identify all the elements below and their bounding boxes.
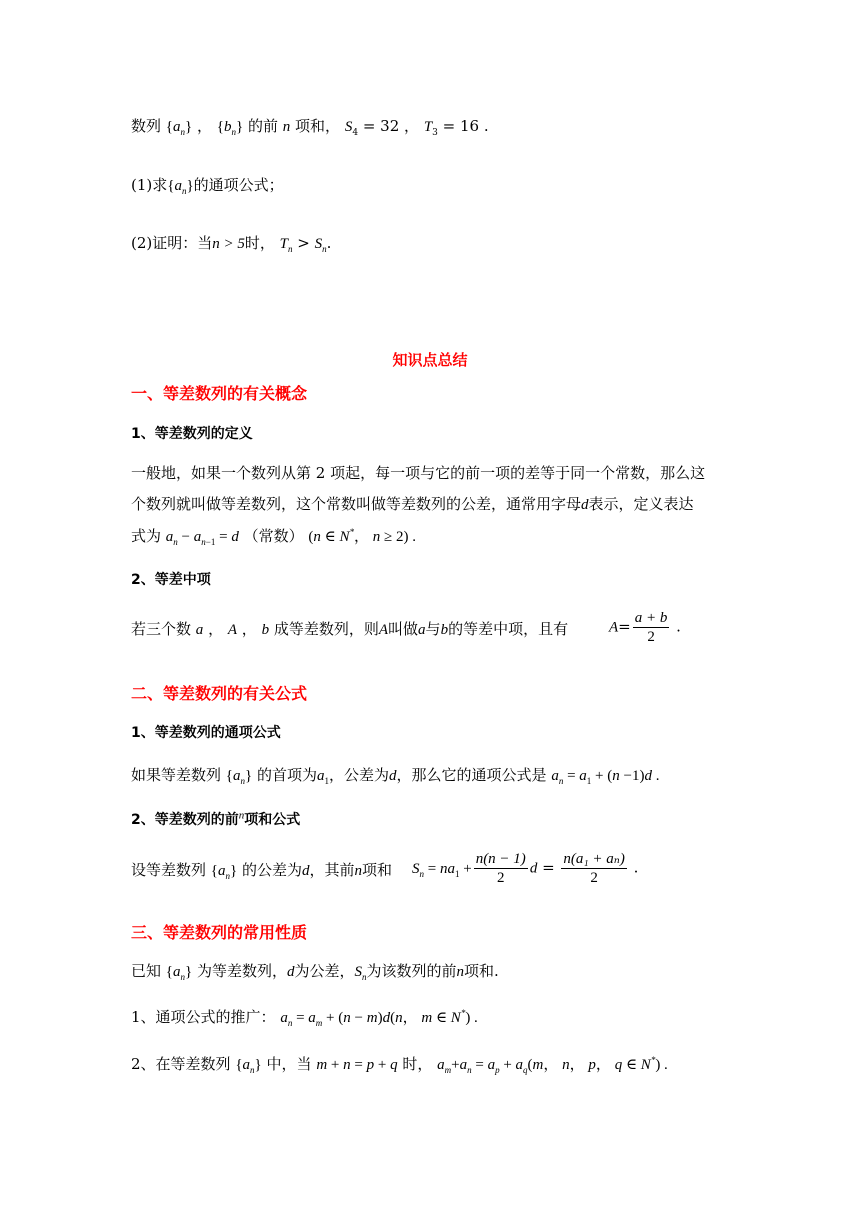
text-span: 的公差为 — [241, 861, 302, 879]
math-operator: > — [292, 234, 315, 252]
math-sequence-bn: $\{b_n\}$ — [216, 119, 244, 137]
math-d: d — [287, 964, 295, 980]
text-span: 已知 — [131, 962, 162, 980]
text-span: 为等差数列， — [196, 962, 287, 980]
math-a: a — [195, 622, 204, 638]
section-title-3: 三、等差数列的常用性质 — [131, 923, 308, 942]
math-S: S — [344, 119, 353, 135]
math-A: A — [609, 619, 619, 636]
math-T: T — [279, 236, 289, 252]
text-span: 的等差中项，且有 — [448, 620, 569, 638]
math-Sn: $S_n$ — [354, 964, 367, 982]
math-T: T — [423, 119, 433, 135]
math-n: n — [354, 863, 363, 879]
math-d: d — [529, 860, 538, 877]
fraction-numerator: n(a₁ + aₙ) — [563, 851, 625, 867]
text-span: ， — [196, 117, 212, 135]
summary-title: 知识点总结 — [392, 351, 468, 369]
text-span: . — [326, 234, 332, 252]
partial-sum-line — [131, 860, 392, 881]
text-span: 为该数列的前 — [366, 962, 457, 980]
arithmetic-mean-formula: A= $\frac{a + b}{2}$ . — [609, 610, 681, 645]
math-d: d — [302, 863, 310, 879]
subheading-partial-sum — [131, 810, 300, 830]
math-general-term-formula: $a_n = a_1 + (n -1)d$ . — [551, 768, 660, 786]
math-value: = 16 . — [437, 117, 489, 135]
text-span: 设等差数列 — [131, 861, 207, 879]
math-sequence-an: $\{a_n\}$ — [165, 964, 193, 982]
math-property-1: $a_n = a_m + (n - m)d(n$， m ∈ N*) . — [280, 1008, 478, 1028]
property-2-line — [131, 1054, 668, 1075]
text-span: 2、在等差数列 — [131, 1055, 231, 1073]
math-sequence-an: $\{a_n\}$ — [225, 768, 253, 786]
math-S: S — [314, 236, 323, 252]
text-span: 的前 — [247, 117, 278, 135]
text-span: 1、通项公式的推广： — [131, 1008, 276, 1026]
math-sequence-an: $\{a_n\}$ — [235, 1057, 262, 1075]
math-A: A — [378, 622, 389, 638]
math-sequence-an: $\{a_n\}$ — [210, 863, 238, 881]
text-span: 项和公式 — [244, 812, 301, 828]
math-subscript: n — [288, 244, 293, 254]
fraction — [633, 609, 670, 646]
math-d: d — [581, 497, 589, 513]
math-Sn: $S_n = na_1$ + — [412, 860, 472, 879]
math-property-2: $a_m+a_n = a_p + a_q(m$， n， p， q ∈ N*) . — [437, 1055, 668, 1075]
section-title-1: 一、等差数列的有关概念 — [131, 384, 308, 403]
math-sequence-an: $\{a_n\}$ — [165, 119, 193, 137]
subheading-general-term: 1、等差数列的通项公式 — [131, 725, 281, 741]
fraction-numerator: n(n − 1) — [475, 851, 526, 867]
math-domain: (n ∈ N*， n ≥ 2) . — [308, 527, 417, 545]
text-span: 中，当 — [266, 1055, 312, 1073]
text-span: 为公差， — [294, 962, 355, 980]
math-condition: m + n = p + q — [316, 1057, 398, 1073]
math-a1: $a_1$ — [317, 768, 329, 786]
math-b: b — [261, 622, 270, 638]
math-d: d — [389, 768, 397, 784]
text-span: 如果等差数列 — [131, 766, 222, 784]
text-span: 的首项为 — [256, 766, 317, 784]
text-span: 成等差数列，则 — [273, 620, 379, 638]
text-span: 数列 — [131, 117, 162, 135]
math-a: a — [418, 622, 426, 638]
text-span: 若三个数 — [131, 620, 192, 638]
text-span: ，其前 — [309, 861, 355, 879]
math-value: = 32 ， — [358, 117, 420, 135]
general-term-line — [131, 765, 659, 786]
definition-line-1: 一般地，如果一个数列从第 2 项起，每一项与它的前一项的差等于同一个常数，那么这 — [131, 464, 706, 482]
question-1 — [131, 175, 284, 196]
math-subscript: 4 — [352, 128, 359, 138]
text-span: 2、等差数列的前 — [131, 812, 239, 828]
math-condition: n > 5 — [212, 236, 245, 252]
problem-statement-line — [131, 116, 489, 137]
definition-line-2 — [131, 494, 694, 515]
fraction-denominator: 2 — [647, 629, 655, 645]
fraction-denominator: 2 — [497, 870, 505, 886]
question-label: (1)求 — [131, 176, 168, 194]
text-span: 的通项公式； — [193, 176, 284, 194]
properties-intro-line — [131, 961, 499, 982]
text-span: （常数） — [243, 527, 304, 545]
math-b: b — [440, 622, 449, 638]
text-span: 项和. — [464, 962, 499, 980]
question-2 — [131, 233, 331, 254]
math-A: A — [227, 622, 238, 638]
math-subscript: n — [322, 244, 327, 254]
subheading-arithmetic-mean: 2、等差中项 — [131, 572, 211, 588]
math-n: n — [282, 119, 291, 135]
math-definition-formula: $a_n - a_{n-1} = d$ — [165, 529, 239, 547]
fraction-denominator: 2 — [590, 870, 598, 886]
fraction — [561, 850, 626, 887]
text-span: 表示，定义表达 — [588, 495, 694, 513]
fraction — [474, 850, 528, 887]
text-span: 项和， — [295, 117, 341, 135]
text-span: ，那么它的通项公式是 — [396, 766, 547, 784]
text-span: 时， — [244, 234, 275, 252]
text-span: 个数列就叫做等差数列，这个常数叫做等差数列的公差，通常用字母 — [131, 495, 582, 513]
arithmetic-mean-line: 若三个数 a ， A ， b 成等差数列，则A叫做a与b的等差中项，且有 — [131, 620, 569, 638]
fraction-numerator: a + b — [634, 610, 668, 626]
math-sequence-an: $\{a_n\}$ — [167, 178, 194, 196]
subheading-definition: 1、等差数列的定义 — [131, 426, 253, 442]
property-1-line — [131, 1007, 478, 1028]
text-span: 项和 — [362, 861, 393, 879]
text-span: 时， — [402, 1055, 433, 1073]
math-n: n — [238, 809, 245, 822]
definition-line-3 — [131, 526, 416, 547]
math-n: n — [456, 964, 465, 980]
math-subscript: 3 — [432, 128, 438, 138]
text-span: 叫做 — [388, 620, 419, 638]
text-span: 式为 — [131, 527, 162, 545]
text-span: 与 — [425, 620, 441, 638]
section-title-2: 二、等差数列的有关公式 — [131, 684, 308, 703]
partial-sum-formula: $S_n = na_1$ + $\frac{n(n - 1)}{2}$ d = $\frac{\text{n(a₁ + aₙ)}}{2}$ . — [412, 851, 639, 886]
question-label: (2)证明：当 — [131, 234, 213, 252]
text-span: ，公差为 — [329, 766, 390, 784]
